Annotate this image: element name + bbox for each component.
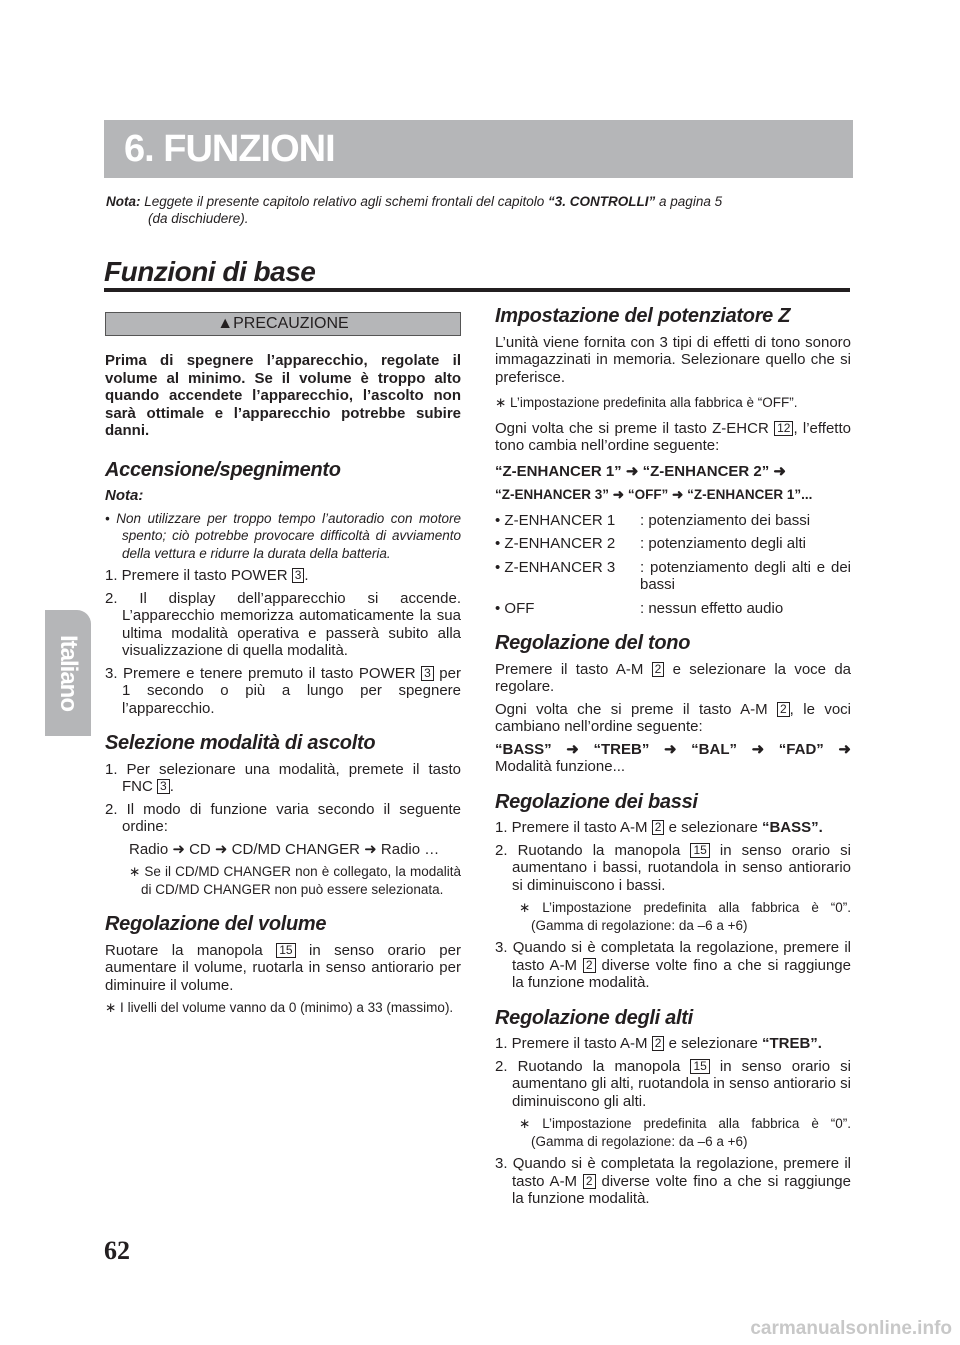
t: diverse volte fino a che si raggiunge la funzione modalità. <box>512 956 851 991</box>
t: 1. Per selezionare una modalità, premete il tasto FNC <box>105 760 461 795</box>
list-item <box>495 559 851 594</box>
v: : potenziamento dei bassi <box>640 511 811 529</box>
caution-label: PRECAUZIONE <box>233 315 349 332</box>
list-item <box>495 600 851 618</box>
step <box>495 819 851 837</box>
heading-selezione: Selezione modalità di ascolto <box>105 732 376 754</box>
step <box>105 567 461 585</box>
t: e selezionare la voce da regolare. <box>495 660 852 695</box>
t: 1. Premere il tasto A-M <box>495 1035 652 1052</box>
page-number: 62 <box>104 1236 130 1265</box>
note: ∗ Se il CD/MD CHANGER non è collegato, la modalità di CD/MD CHANGER non può essere selezionata. <box>129 864 461 897</box>
note-text2: a pagina 5 <box>659 194 723 209</box>
v: : potenziamento degli alti <box>640 535 806 552</box>
language-label: Italiano <box>55 634 82 712</box>
warning-icon: ▲ <box>217 315 234 332</box>
note-line2: (da dischiudere). <box>148 211 249 226</box>
t: 3. Quando si è completata la regolazione, premere il tasto A-M <box>495 1155 851 1190</box>
list-item <box>495 535 851 553</box>
caution-box <box>105 312 461 336</box>
caution-text: Prima di spegnere l’apparecchio, regolate il volume al minimo. Se il volume è troppo alto quando accendete l’apparecchio, l’ascolto non sarà ottimale e l’apparecchio potrebbe subire danni. <box>105 352 461 439</box>
step <box>495 1035 851 1053</box>
t: 3. Quando si è completata la regolazione, premere il tasto A-M <box>495 939 851 974</box>
k: • Z-ENHANCER 2 <box>495 535 616 552</box>
k: • Z-ENHANCER 1 <box>495 511 616 529</box>
note: ∗ L’impostazione predefinita alla fabbrica è “OFF”. <box>495 395 798 410</box>
note: ∗ L’impostazione predefinita alla fabbrica è “0”. (Gamma di regolazione: da –6 a +6) <box>519 1116 851 1149</box>
step <box>495 1058 851 1111</box>
t: , le voci cambiano nell’ordine seguente: <box>495 700 851 735</box>
t: in senso orario si aumentano gli alti, ruotandola in senso antiorario si diminuiscono gli alti. <box>512 1057 851 1110</box>
key-badge: 15 <box>690 843 709 858</box>
t: 3. Premere e tenere premuto il tasto POWER <box>105 664 422 682</box>
heading-bassi: Regolazione dei bassi <box>495 790 698 813</box>
note: ∗ I livelli del volume vanno da 0 (minimo) a 33 (massimo). <box>105 1000 454 1015</box>
left-column <box>105 312 461 1022</box>
key-badge: 2 <box>583 1174 596 1189</box>
step: 2. Il display dell’apparecchio si accende. L’apparecchio memorizza automaticamente la sua ultima modalità operativa e passerà subito alla visualizzazione di quella modalità. <box>105 589 461 659</box>
divider <box>104 288 850 292</box>
watermark: carmanualsonline.info <box>750 1318 952 1339</box>
z-list <box>495 512 851 618</box>
nota-label: Nota: <box>105 487 144 504</box>
top-note <box>106 193 852 227</box>
section-title: Funzioni di base <box>104 256 316 287</box>
z-sequence: “Z-ENHANCER 3” ➜ “OFF” ➜ “Z-ENHANCER 1”... <box>495 487 813 502</box>
k: • Z-ENHANCER 3 <box>495 558 616 576</box>
key-badge: 3 <box>421 666 434 681</box>
key-badge: 15 <box>276 943 295 958</box>
right-column <box>495 305 852 1213</box>
step <box>495 939 851 992</box>
para <box>495 420 851 455</box>
para <box>105 942 461 995</box>
t: , l’effetto tono cambia nell’ordine seguente: <box>495 419 851 454</box>
t: “BASS”. <box>761 819 823 836</box>
t: . <box>304 567 309 584</box>
v: : potenziamento degli alti e dei bassi <box>640 558 851 593</box>
t: “TREB”. <box>761 1035 822 1052</box>
k: • OFF <box>495 599 535 617</box>
tone-sequence: “BASS” ➜ “TREB” ➜ “BAL” ➜ “FAD” ➜ <box>495 740 851 758</box>
heading-volume: Regolazione del volume <box>105 913 327 935</box>
t: 2. Ruotando la manopola <box>495 841 691 859</box>
t: Ogni volta che si preme il tasto A-M <box>495 700 777 718</box>
list-item <box>495 512 851 530</box>
v: : nessun effetto audio <box>640 599 784 617</box>
step: 2. Il modo di funzione varia secondo il seguente ordine: <box>105 800 461 835</box>
t: e selezionare <box>664 819 762 836</box>
language-tab <box>45 610 91 736</box>
t: per 1 secondo o più a lungo per spegnere l’apparecchio. <box>122 664 461 717</box>
t: in senso orario si aumentano i bassi, ruotandola in senso antiorario si diminuiscono i bassi. <box>512 841 851 894</box>
heading-accensione: Accensione/spegnimento <box>105 458 341 481</box>
note-text: Leggete il presente capitolo relativo agli schemi frontali del capitolo <box>144 194 545 209</box>
key-badge: 15 <box>690 1059 709 1074</box>
key-badge: 2 <box>652 820 665 835</box>
heading-alti: Regolazione degli alti <box>495 1006 693 1029</box>
key-badge: 3 <box>292 568 305 583</box>
heading-z: Impostazione del potenziatore Z <box>495 305 791 327</box>
chapter-title: 6. FUNZIONI <box>124 128 335 170</box>
t: Premere il tasto A-M <box>495 660 652 678</box>
t: e selezionare <box>664 1035 762 1052</box>
z-sequence: “Z-ENHANCER 1” ➜ “Z-ENHANCER 2” ➜ <box>495 462 786 480</box>
t: . <box>169 778 174 795</box>
tone-sequence-end: Modalità funzione... <box>495 758 626 775</box>
t: diverse volte fino a che si raggiunge la funzione modalità. <box>512 1172 851 1207</box>
para <box>495 701 851 736</box>
key-badge: 3 <box>157 779 170 794</box>
t: Ogni volta che si preme il tasto Z-EHCR <box>495 419 775 437</box>
heading-tono: Regolazione del tono <box>495 632 691 654</box>
key-badge: 12 <box>774 421 793 436</box>
t: Ruotare la manopola <box>105 941 277 959</box>
step <box>495 842 851 895</box>
key-badge: 2 <box>777 702 790 717</box>
t: 2. Ruotando la manopola <box>495 1057 691 1075</box>
t: 1. Premere il tasto A-M <box>495 819 652 836</box>
nota-bullet: • Non utilizzare per troppo tempo l’autoradio con motore spento; ciò potrebbe provocare difficoltà di avviamento della vettura e ridurre la durata della batteria. <box>105 510 461 561</box>
step <box>105 761 461 796</box>
key-badge: 2 <box>583 958 596 973</box>
mode-sequence: Radio ➜ CD ➜ CD/MD CHANGER ➜ Radio … <box>129 840 440 858</box>
para: L’unità viene fornita con 3 tipi di effetti di tono sonoro immagazzinati in memoria. Selezionare quello che si preferisce. <box>495 333 851 386</box>
chapter-banner <box>104 120 853 178</box>
step <box>495 1155 851 1208</box>
note-label: Nota: <box>106 194 141 209</box>
t: 1. Premere il tasto POWER <box>105 567 292 584</box>
para <box>495 661 851 696</box>
note-ref: “3. CONTROLLI” <box>548 194 656 209</box>
step <box>105 665 461 718</box>
t: in senso orario per aumentare il volume, ruotarla in senso antiorario per diminuire il volume. <box>105 941 461 994</box>
key-badge: 2 <box>652 662 665 677</box>
note: ∗ L’impostazione predefinita alla fabbrica è “0”. (Gamma di regolazione: da –6 a +6) <box>519 900 851 933</box>
key-badge: 2 <box>652 1036 665 1051</box>
